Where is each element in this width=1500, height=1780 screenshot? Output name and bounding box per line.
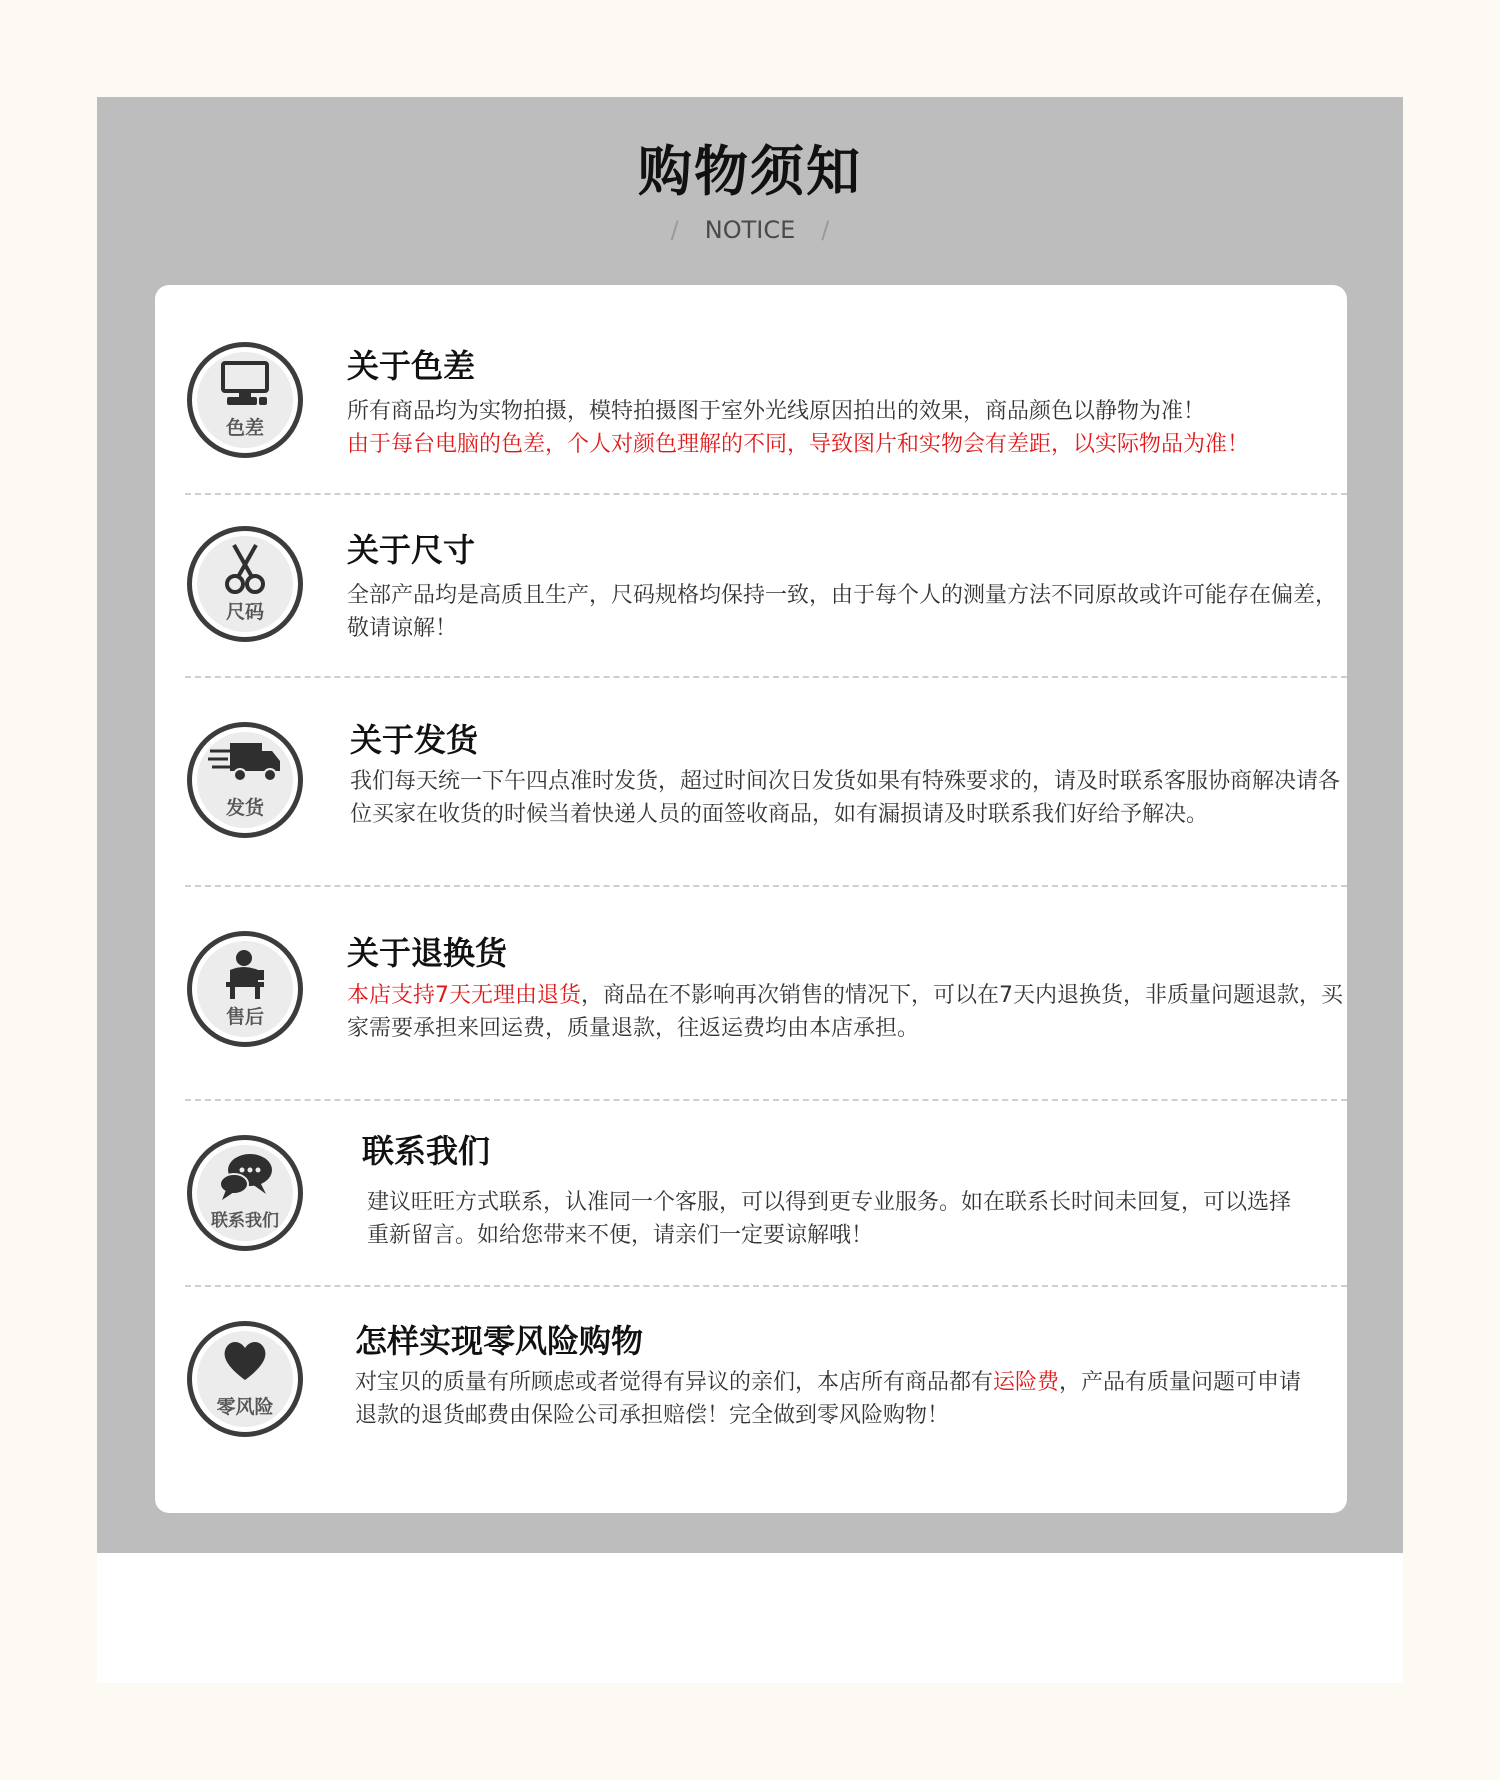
divider <box>185 1285 1347 1287</box>
slash-left: / <box>670 216 679 244</box>
badge-size <box>187 526 303 642</box>
badge-shipping <box>187 722 303 838</box>
section-title-contact: 联系我们 <box>362 1132 491 1170</box>
color-text-line1: 所有商品均为实物拍摄，模特拍摄图于室外光线原因拍出的效果，商品颜色以静物为准！ <box>347 399 1206 424</box>
footer-blank-area <box>97 1553 1403 1683</box>
badge-zero-risk <box>187 1321 303 1437</box>
page-title: 购物须知 <box>638 140 862 203</box>
divider <box>185 676 1347 678</box>
section-title-zero-risk: 怎样实现零风险购物 <box>355 1322 644 1360</box>
zero-risk-text-before: 对宝贝的质量有所顾虑或者觉得有异议的亲们，本店所有商品都有 <box>355 1370 994 1395</box>
notice-card <box>155 285 1347 1513</box>
notice-panel <box>97 97 1403 1553</box>
badge-color <box>187 342 303 458</box>
divider <box>185 885 1347 887</box>
badge-label: 零风险 <box>216 1396 274 1418</box>
scissors-icon <box>220 543 270 595</box>
section-text-contact: 建议旺旺方式联系，认准同一个客服，可以得到更专业服务。如在联系长时间未回复，可以选择重新留言。如给您带来不便，请亲们一定要谅解哦！ <box>367 1190 1292 1248</box>
page-subtitle <box>97 215 1403 245</box>
color-text-line2: 由于每台电脑的色差，个人对颜色理解的不同，导致图片和实物会有差距，以实际物品为准！ <box>347 432 1250 457</box>
monitor-icon <box>217 359 273 409</box>
badge-contact <box>187 1135 303 1251</box>
truck-icon <box>208 739 282 785</box>
returns-highlight: 本店支持7天无理由退货 <box>347 983 581 1008</box>
chat-icon <box>216 1152 274 1204</box>
section-title-shipping: 关于发货 <box>350 721 479 759</box>
section-text-size: 全部产品均是高质且生产，尺码规格均保持一致，由于每个人的测量方法不同原故或许可能存在偏差，敬请谅解！ <box>347 583 1338 641</box>
badge-label: 色差 <box>225 417 264 439</box>
section-text-color <box>347 395 1347 461</box>
heart-icon <box>220 1338 270 1384</box>
section-title-color: 关于色差 <box>347 347 476 385</box>
section-text-zero-risk <box>355 1366 1315 1432</box>
section-text-returns <box>347 979 1347 1045</box>
badge-label: 联系我们 <box>211 1211 279 1231</box>
divider <box>185 1099 1347 1101</box>
zero-risk-highlight: 运险费 <box>993 1370 1060 1395</box>
zero-risk-text-after: ，产品有质量问题可申请退款的退货邮费由保险公司承担赔偿！完全做到零风险购物！ <box>355 1370 1302 1428</box>
divider <box>185 493 1347 495</box>
badge-label: 尺码 <box>225 601 264 623</box>
section-title-size: 关于尺寸 <box>347 531 476 569</box>
returns-text: ，商品在不影响再次销售的情况下，可以在7天内退换货，非质量问题退款，买家需要承担来回运费，质量退款，往返运费均由本店承担。 <box>347 983 1343 1041</box>
subtitle-text: NOTICE <box>704 216 796 244</box>
agent-icon <box>220 948 270 1000</box>
slash-right: / <box>821 216 830 244</box>
badge-label: 发货 <box>225 797 264 819</box>
badge-label: 售后 <box>225 1006 264 1028</box>
section-text-shipping: 我们每天统一下午四点准时发货，超过时间次日发货如果有特殊要求的，请及时联系客服协商解决请各位买家在收货的时候当着快递人员的面签收商品，如有漏损请及时联系我们好给予解决。 <box>350 769 1341 827</box>
badge-aftersale <box>187 931 303 1047</box>
section-title-returns: 关于退换货 <box>347 934 508 972</box>
